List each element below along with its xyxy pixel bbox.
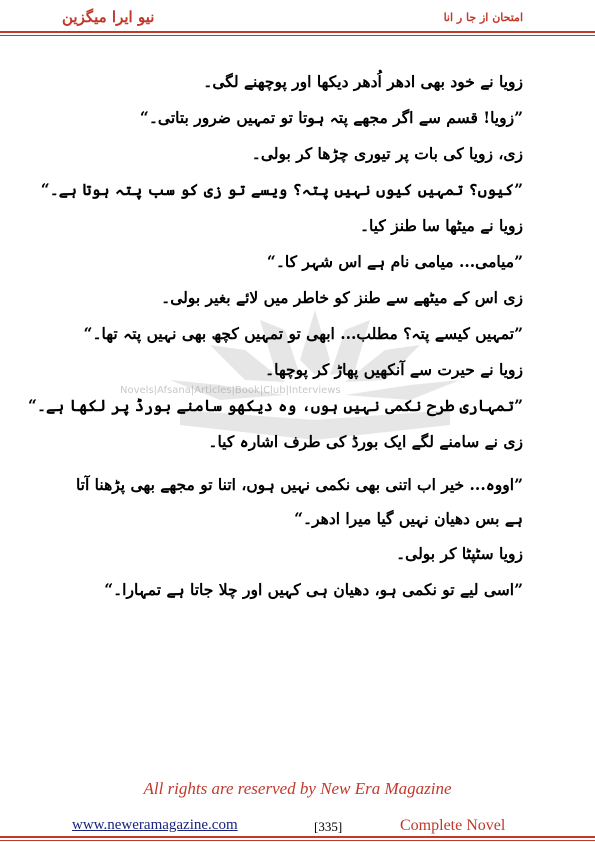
section-label: Complete Novel	[400, 817, 506, 834]
paragraph: زویا نے میٹھا سا طنز کیا۔	[359, 216, 523, 235]
paragraph: ”تمہاری طرح نکمی نہیں ہوں، وہ دیکھو سامنے بورڈ پر لکھا ہے۔“	[28, 396, 523, 415]
paragraph: ”اسی لیے تو نکمی ہو، دھیان ہی کہیں اور چلا جاتا ہے تمہارا۔“	[104, 580, 523, 599]
paragraph: زویا سٹپٹا کر بولی۔	[396, 544, 523, 563]
paragraph: ”اووہ... خیر اب اتنی بھی نکمی نہیں ہوں، اتنا تو مجھے بھی پڑھنا آتا ہے بس دھیان نہیں گیا میرا ادھر۔“	[75, 475, 523, 528]
page-footer	[0, 815, 595, 837]
footer-rule	[0, 836, 595, 838]
paragraph: ”کیوں؟ تمہیں کیوں نہیں پتہ؟ ویسے تو زی کو سب پتہ ہوتا ہے۔“	[40, 180, 523, 199]
header-rule-thin	[0, 35, 595, 36]
magazine-name: نیو ایرا میگزین	[62, 8, 155, 26]
paragraph: ”تمہیں کیسے پتہ؟ مطلب... ابھی تو تمہیں کچھ بھی نہیں پتہ تھا۔“	[83, 324, 523, 343]
paragraph: زویا نے خود بھی ادھر اُدھر دیکھا اور پوچھنے لگی۔	[203, 72, 523, 91]
paragraph: زی نے سامنے لگے ایک بورڈ کی طرف اشارہ کیا۔	[208, 432, 523, 451]
novel-title: امتحان از جا ر انا	[443, 11, 523, 24]
rights-notice: All rights are reserved by New Era Magazine	[143, 779, 452, 798]
website-link[interactable]: www.neweramagazine.com	[72, 817, 238, 833]
header-rule	[0, 31, 595, 33]
page-number: [335]	[314, 819, 343, 834]
page-header	[0, 0, 595, 34]
footer-rule-thin	[0, 840, 595, 841]
paragraph: ”زویا! قسم سے اگر مجھے پتہ ہوتا تو تمہیں ضرور بتاتی۔“	[139, 108, 523, 127]
paragraph: زی، زویا کی بات پر تیوری چڑھا کر بولی۔	[251, 144, 523, 163]
watermark-tagline: Novels|Afsana|Articles|Book|Club|Interviews	[120, 385, 341, 396]
paragraph: ”میامی... میامی نام ہے اس شہر کا۔“	[266, 252, 523, 271]
story-text	[28, 72, 523, 616]
paragraph: زویا نے حیرت سے آنکھیں پھاڑ کر پوچھا۔	[265, 360, 523, 379]
paragraph: زی اس کے میٹھے سے طنز کو خاطر میں لائے بغیر بولی۔	[161, 288, 523, 307]
